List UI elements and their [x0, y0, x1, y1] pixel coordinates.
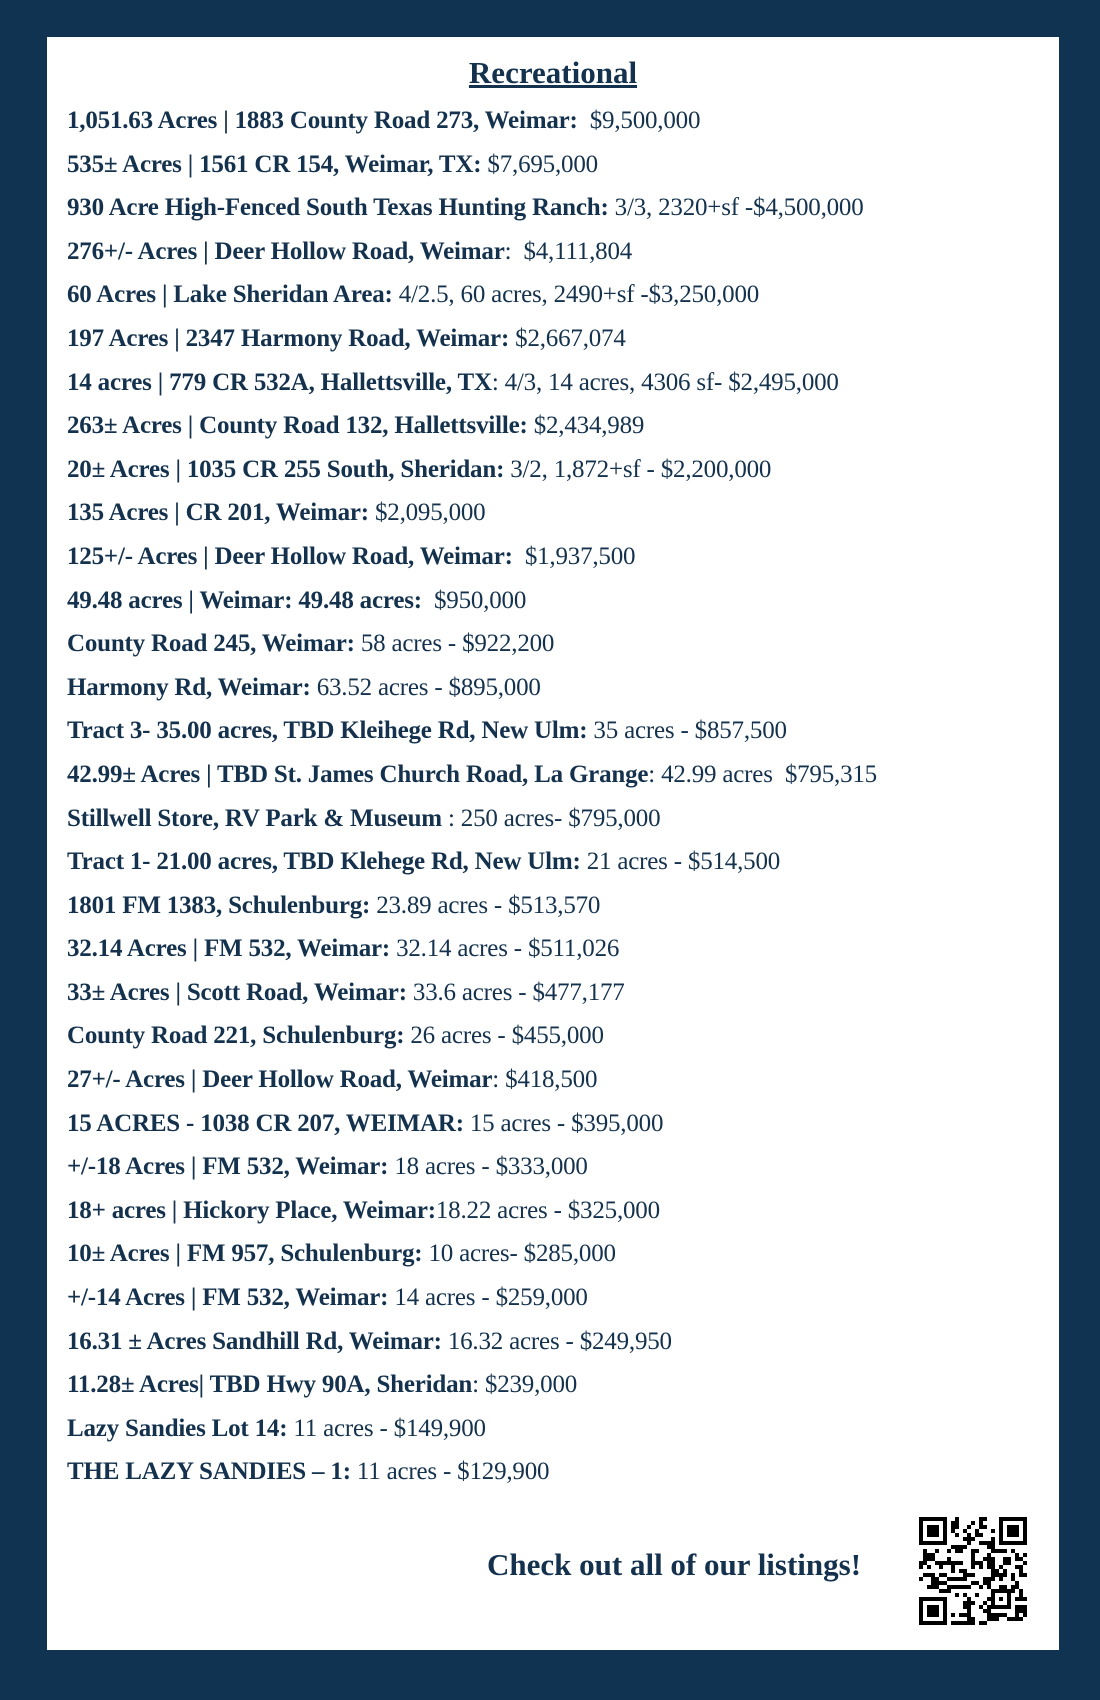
listing-item — [67, 1232, 1049, 1276]
listing-details: 3/3, 2320+sf -$4,500,000 — [608, 194, 864, 222]
listing-name: +/-18 Acres | FM 532, Weimar: — [67, 1153, 389, 1181]
listing-item — [67, 797, 1049, 841]
listing-item — [67, 143, 1049, 187]
listing-details: 15 acres - $395,000 — [463, 1109, 664, 1137]
listing-name: Tract 3- 35.00 acres, TBD Kleihege Rd, New Ulm: — [67, 717, 588, 745]
listing-details: 11 acres - $129,900 — [350, 1458, 550, 1486]
listing-item — [67, 753, 1049, 797]
listing-details: $2,667,074 — [509, 324, 626, 352]
listing-item — [67, 1058, 1049, 1102]
listing-name: 60 Acres | Lake Sheridan Area: — [67, 281, 393, 309]
listing-item — [67, 971, 1049, 1015]
listing-details: $2,095,000 — [368, 499, 486, 527]
listing-name: 42.99± Acres | TBD St. James Church Road, La Grange — [67, 760, 649, 788]
listing-name: 276+/- Acres | Deer Hollow Road, Weimar — [67, 237, 505, 265]
listing-item — [67, 361, 1049, 405]
listing-details: 23.89 acres - $513,570 — [370, 891, 601, 919]
listing-item — [67, 1363, 1049, 1407]
listing-name: 10± Acres | FM 957, Schulenburg: — [67, 1240, 423, 1268]
listing-name: 930 Acre High-Fenced South Texas Hunting Ranch: — [67, 194, 609, 222]
listing-name: 33± Acres | Scott Road, Weimar: — [67, 978, 407, 1006]
listing-details: : $418,500 — [492, 1066, 598, 1094]
listing-name: 16.31 ± Acres Sandhill Rd, Weimar: — [67, 1327, 442, 1355]
listing-item — [67, 884, 1049, 928]
listing-item — [67, 666, 1049, 710]
listing-item — [67, 230, 1049, 274]
listing-details: : 250 acres- $795,000 — [441, 804, 661, 832]
listing-item — [67, 491, 1049, 535]
listing-name: 135 Acres | CR 201, Weimar: — [67, 499, 369, 527]
listing-details: 16.32 acres - $249,950 — [441, 1327, 672, 1355]
listing-item — [67, 186, 1049, 230]
listing-item — [67, 1189, 1049, 1233]
listing-details: 18 acres - $333,000 — [388, 1153, 588, 1181]
listing-item — [67, 840, 1049, 884]
listing-item — [67, 709, 1049, 753]
listing-item — [67, 404, 1049, 448]
listing-name: 125+/- Acres | Deer Hollow Road, Weimar: — [67, 542, 513, 570]
listing-details: : 4/3, 14 acres, 4306 sf- $2,495,000 — [491, 368, 839, 396]
listing-name: +/-14 Acres | FM 532, Weimar: — [67, 1284, 389, 1312]
listing-item — [67, 317, 1049, 361]
listing-details: 3/2, 1,872+sf - $2,200,000 — [504, 455, 772, 483]
listing-details: $7,695,000 — [481, 150, 598, 178]
listing-name: Harmony Rd, Weimar: — [67, 673, 311, 701]
listing-item — [67, 579, 1049, 623]
listing-item — [67, 1276, 1049, 1320]
listing-details: 4/2.5, 60 acres, 2490+sf -$3,250,000 — [392, 281, 760, 309]
listing-details: 35 acres - $857,500 — [587, 717, 787, 745]
listing-details: 11 acres - $149,900 — [287, 1414, 486, 1442]
listing-name: 535± Acres | 1561 CR 154, Weimar, TX: — [67, 150, 482, 178]
listing-name: 14 acres | 779 CR 532A, Hallettsville, TX — [67, 368, 492, 396]
listing-name: 1,051.63 Acres | 1883 County Road 273, Weimar: — [67, 107, 578, 134]
listing-name: 32.14 Acres | FM 532, Weimar: — [67, 935, 391, 963]
listing-item — [67, 927, 1049, 971]
listing-name: 18+ acres | Hickory Place, Weimar: — [67, 1196, 436, 1224]
listing-details: : $239,000 — [472, 1371, 578, 1399]
listing-details: : $4,111,804 — [504, 237, 633, 265]
listing-details: $9,500,000 — [577, 107, 701, 134]
listing-details: 63.52 acres - $895,000 — [310, 673, 541, 701]
listing-details: 58 acres - $922,200 — [354, 630, 555, 658]
listing-item — [67, 273, 1049, 317]
listing-details: $950,000 — [421, 586, 527, 614]
listing-name: 197 Acres | 2347 Harmony Road, Weimar: — [67, 324, 510, 352]
listing-details: $2,434,989 — [527, 412, 645, 440]
listings-panel — [47, 37, 1059, 1650]
listing-item — [67, 535, 1049, 579]
listing-details: : 42.99 acres $795,315 — [648, 760, 877, 788]
listing-details: 26 acres - $455,000 — [404, 1022, 604, 1050]
listing-details: $1,937,500 — [512, 542, 636, 570]
listing-item — [67, 622, 1049, 666]
listing-name: 27+/- Acres | Deer Hollow Road, Weimar — [67, 1066, 493, 1094]
listing-item — [67, 1320, 1049, 1364]
page-title: Recreational — [468, 55, 638, 90]
listing-details: 10 acres- $285,000 — [422, 1240, 616, 1268]
listing-name: 49.48 acres | Weimar: 49.48 acres: — [67, 586, 422, 614]
listing-name: 15 ACRES - 1038 CR 207, WEIMAR: — [67, 1109, 464, 1137]
listings-list — [67, 99, 1049, 1494]
listing-name: 263± Acres | County Road 132, Hallettsville: — [67, 412, 528, 440]
qr-code-icon[interactable] — [919, 1517, 1027, 1625]
listing-details: 14 acres - $259,000 — [388, 1284, 588, 1312]
listing-name: Stillwell Store, RV Park & Museum — [67, 804, 442, 832]
listing-item — [67, 1014, 1049, 1058]
listing-name: Lazy Sandies Lot 14: — [67, 1414, 288, 1442]
listing-name: THE LAZY SANDIES – 1: — [67, 1458, 351, 1486]
listing-name: Tract 1- 21.00 acres, TBD Klehege Rd, New Ulm: — [67, 848, 581, 876]
listing-details: 21 acres - $514,500 — [580, 848, 781, 876]
listing-item — [67, 1450, 1049, 1494]
listing-item — [67, 1407, 1049, 1451]
listing-item — [67, 1145, 1049, 1189]
listing-details: 18.22 acres - $325,000 — [435, 1196, 660, 1224]
listing-item — [67, 99, 1049, 143]
listing-item — [67, 448, 1049, 492]
listing-name: County Road 221, Schulenburg: — [67, 1022, 405, 1050]
listings-call-to-action: Check out all of our listings! — [487, 1547, 862, 1582]
listing-name: County Road 245, Weimar: — [67, 630, 355, 658]
listing-item — [67, 1102, 1049, 1146]
listing-details: 33.6 acres - $477,177 — [406, 978, 625, 1006]
listing-name: 11.28± Acres| TBD Hwy 90A, Sheridan — [67, 1371, 473, 1399]
listing-details: 32.14 acres - $511,026 — [390, 935, 620, 963]
listing-name: 20± Acres | 1035 CR 255 South, Sheridan: — [67, 455, 505, 483]
listing-name: 1801 FM 1383, Schulenburg: — [67, 891, 371, 919]
